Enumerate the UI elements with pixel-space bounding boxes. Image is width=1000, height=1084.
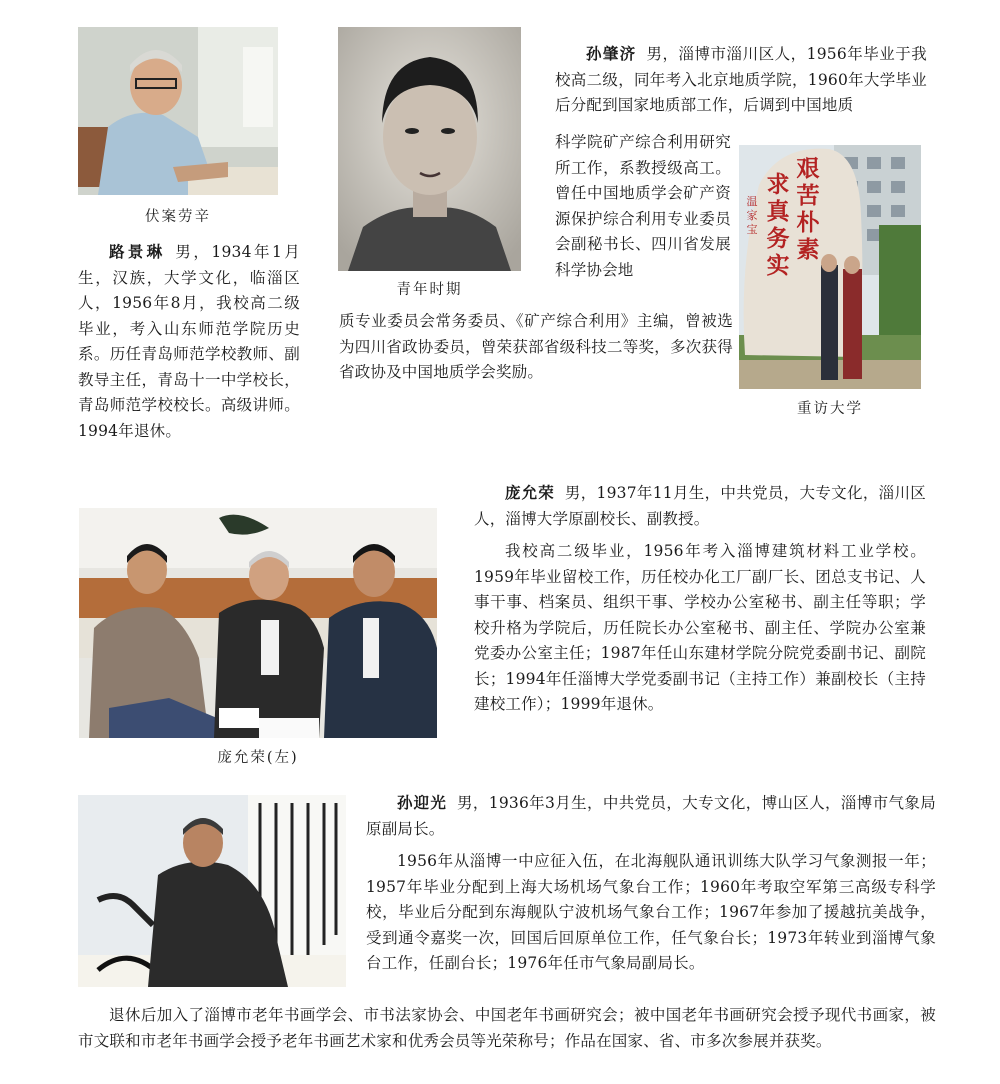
caption-lu-photo: 伏案劳辛 (145, 209, 211, 225)
sun-yingguang-intro: 孙迎光 男，1936年3月生，中共党员，大专文化，博山区人，淄博市气象局原副局长。 (366, 793, 936, 838)
photo-lu-at-desk (78, 27, 278, 195)
sun-yingguang-retirement: 退休后加入了淄博市老年书画学会、市书法家协会、中国老年书画研究会；被中国老年书画研究会授予现代书画家，被市文联和市老年书画学会授予老年书画艺术家和优秀会员等光荣称号；作品在国家、省、市多次参展并获奖。 (78, 1006, 936, 1050)
sun-yingguang-name: 孙迎光 (397, 793, 448, 812)
photo-sun-young-portrait (338, 27, 521, 271)
pang-body: 我校高二级毕业，1956年考入淄博建筑材料工业学校。1959年毕业留校工作，历任校办化工厂副厂长、团总支书记、人事干事、档案员、组织干事、学校办公室秘书、副主任等职；学校升格为学院后，历任院长办公室秘书、副主任、学院办公室兼党委办公室主任；1987年任山东建材学院分院党委副书记、副院长；1994年任淄博大学党委副书记（主持工作）兼副校长（主持建校工作）；1999年退休。 (474, 542, 926, 713)
stone-inscription-line-2: 求真务实 (766, 171, 790, 279)
pang-intro: 庞允荣 男，1937年11月生，中共党员，大专文化，淄川区人，淄博大学原副校长、副教授。 (474, 483, 926, 528)
photo-pang-meeting (79, 508, 437, 738)
sun-zhaoji-bio-mid: 科学院矿产综合利用研究所工作，系教授级高工。曾任中国地质学会矿产资源保护综合利用专业委员会副秘书长、四川省发展科学协会地 (555, 133, 731, 279)
photo-sun-yingguang-calligraphy (78, 795, 346, 987)
stone-inscription-seal: 温家宝 (746, 195, 758, 236)
sun-zhaoji-bio-top: 孙肇济 男，淄博市淄川区人，1956年毕业于我校高二级，同年考入北京地质学院，1960年大学毕业后分配到国家地质部工作，后调到中国地质 (555, 44, 927, 114)
sun-yingguang-body: 1956年从淄博一中应征入伍，在北海舰队通讯训练大队学习气象测报一年；1957年毕业分配到上海大场机场气象台工作；1960年考取空军第三高级专科学校，毕业后分配到东海舰队宁波机场气象台工作；1967年参加了援越抗美战争，受到通令嘉奖一次，回国后回原单位工作，任气象台长；1973年转业到淄博气象台工作，任副台长；1976年任市气象局副局长。 (366, 852, 936, 972)
pang-name: 庞允荣 (505, 483, 555, 502)
caption-sun-revisit: 重访大学 (797, 401, 863, 417)
photo-sun-revisit-university (739, 145, 921, 389)
lu-name: 路景琳 (109, 242, 166, 261)
caption-sun-young: 青年时期 (396, 282, 463, 298)
caption-pang-photo: 庞允荣(左) (217, 750, 299, 766)
sun-zhaoji-name: 孙肇济 (586, 44, 637, 63)
sun-zhaoji-bio-bottom: 质专业委员会常务委员、《矿产综合利用》主编，曾被选为四川省政协委员，曾荣获部省级科技二等奖，多次获得省政协及中国地质学会奖励。 (339, 312, 733, 381)
lu-bio: 路景琳 男，1934年1月生，汉族，大学文化，临淄区人，1956年8月，我校高二级毕业，考入山东师范学院历史系。历任青岛师范学校教师、副教导主任，青岛十一中学校长，青岛师范学校校长。高级讲师。1994年退休。 (78, 242, 300, 440)
stone-inscription-line-1: 艰苦朴素 (796, 155, 820, 263)
